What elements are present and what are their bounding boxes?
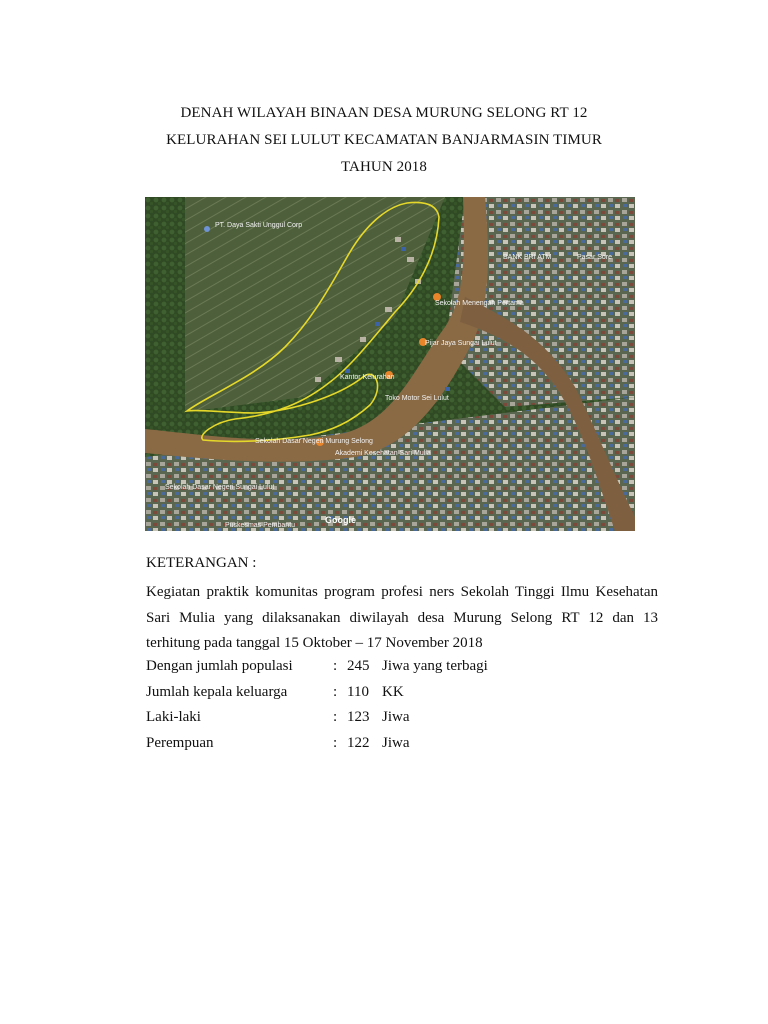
map-label-place1: PT. Daya Sakti Unggul Corp — [215, 222, 303, 229]
map-graphic — [145, 197, 635, 531]
satellite-map-image — [145, 197, 635, 531]
keterangan-heading: KETERANGAN : — [146, 555, 257, 571]
stat-label: Laki-laki — [146, 709, 201, 725]
paragraph-line-1: Kegiatan praktik komunitas program profesi ners Sekolah Tinggi Ilmu Kesehatan — [146, 584, 658, 600]
stat-row-perempuan — [146, 731, 626, 757]
stat-value: 123 — [347, 709, 370, 725]
map-label-place3: Pasar Sore — [577, 254, 613, 261]
map-label-place10: Sekolah Dasar Negeri Sungai Lulut — [165, 484, 275, 491]
stat-value: 122 — [347, 734, 370, 751]
document-title — [0, 100, 768, 181]
population-stats — [146, 654, 626, 756]
map-label-place2: BANK BRI ATM — [503, 254, 552, 261]
title-line-1: DENAH WILAYAH BINAAN DESA MURUNG SELONG RT 12 — [180, 105, 588, 121]
title-line-3: TAHUN 2018 — [340, 159, 428, 175]
stat-colon: : — [333, 709, 338, 725]
stat-unit: Jiwa yang terbagi — [382, 658, 488, 674]
stat-label: Dengan jumlah populasi — [146, 658, 293, 674]
stat-label: Perempuan — [146, 734, 214, 751]
stat-colon: : — [333, 683, 338, 700]
keterangan-paragraph — [146, 580, 658, 657]
stat-row-laki-laki — [146, 705, 626, 731]
stat-row-populasi — [146, 654, 626, 680]
map-label-place7: Toko Motor Sei Lulut — [385, 395, 449, 402]
stat-unit: KK — [382, 683, 404, 700]
stat-colon: : — [333, 658, 338, 674]
stat-value: 245 — [347, 658, 370, 674]
map-label-place6: Pijar Jaya Sungai Lulut — [425, 340, 497, 347]
stat-unit: Jiwa — [382, 734, 410, 751]
title-line-2: KELURAHAN SEI LULUT KECAMATAN BANJARMASIN TIMUR — [166, 132, 602, 148]
map-label-place8: Kantor Kelurahan — [340, 374, 395, 381]
stat-value: 110 — [347, 683, 369, 700]
map-label-place5: Sekolah Menengah Pertama — [435, 300, 524, 307]
stat-unit: Jiwa — [382, 709, 410, 725]
google-logo: Google — [325, 515, 356, 525]
stat-label: Jumlah kepala keluarga — [146, 683, 288, 700]
map-label-place9: Akademi Kesehatan Sari Mulia — [335, 450, 431, 457]
paragraph-line-2: Sari Mulia yang dilaksanakan diwilayah desa Murung Selong RT 12 dan 13 — [146, 609, 658, 626]
stat-row-kepala-keluarga — [146, 680, 626, 706]
paragraph-line-3: terhitung pada tanggal 15 Oktober – 17 November 2018 — [146, 635, 483, 651]
stat-colon: : — [333, 734, 338, 751]
map-label-place11: Puskesmas Pembantu — [225, 522, 296, 529]
map-label-place4: Sekolah Dasar Negeri Murung Selong — [255, 438, 373, 445]
